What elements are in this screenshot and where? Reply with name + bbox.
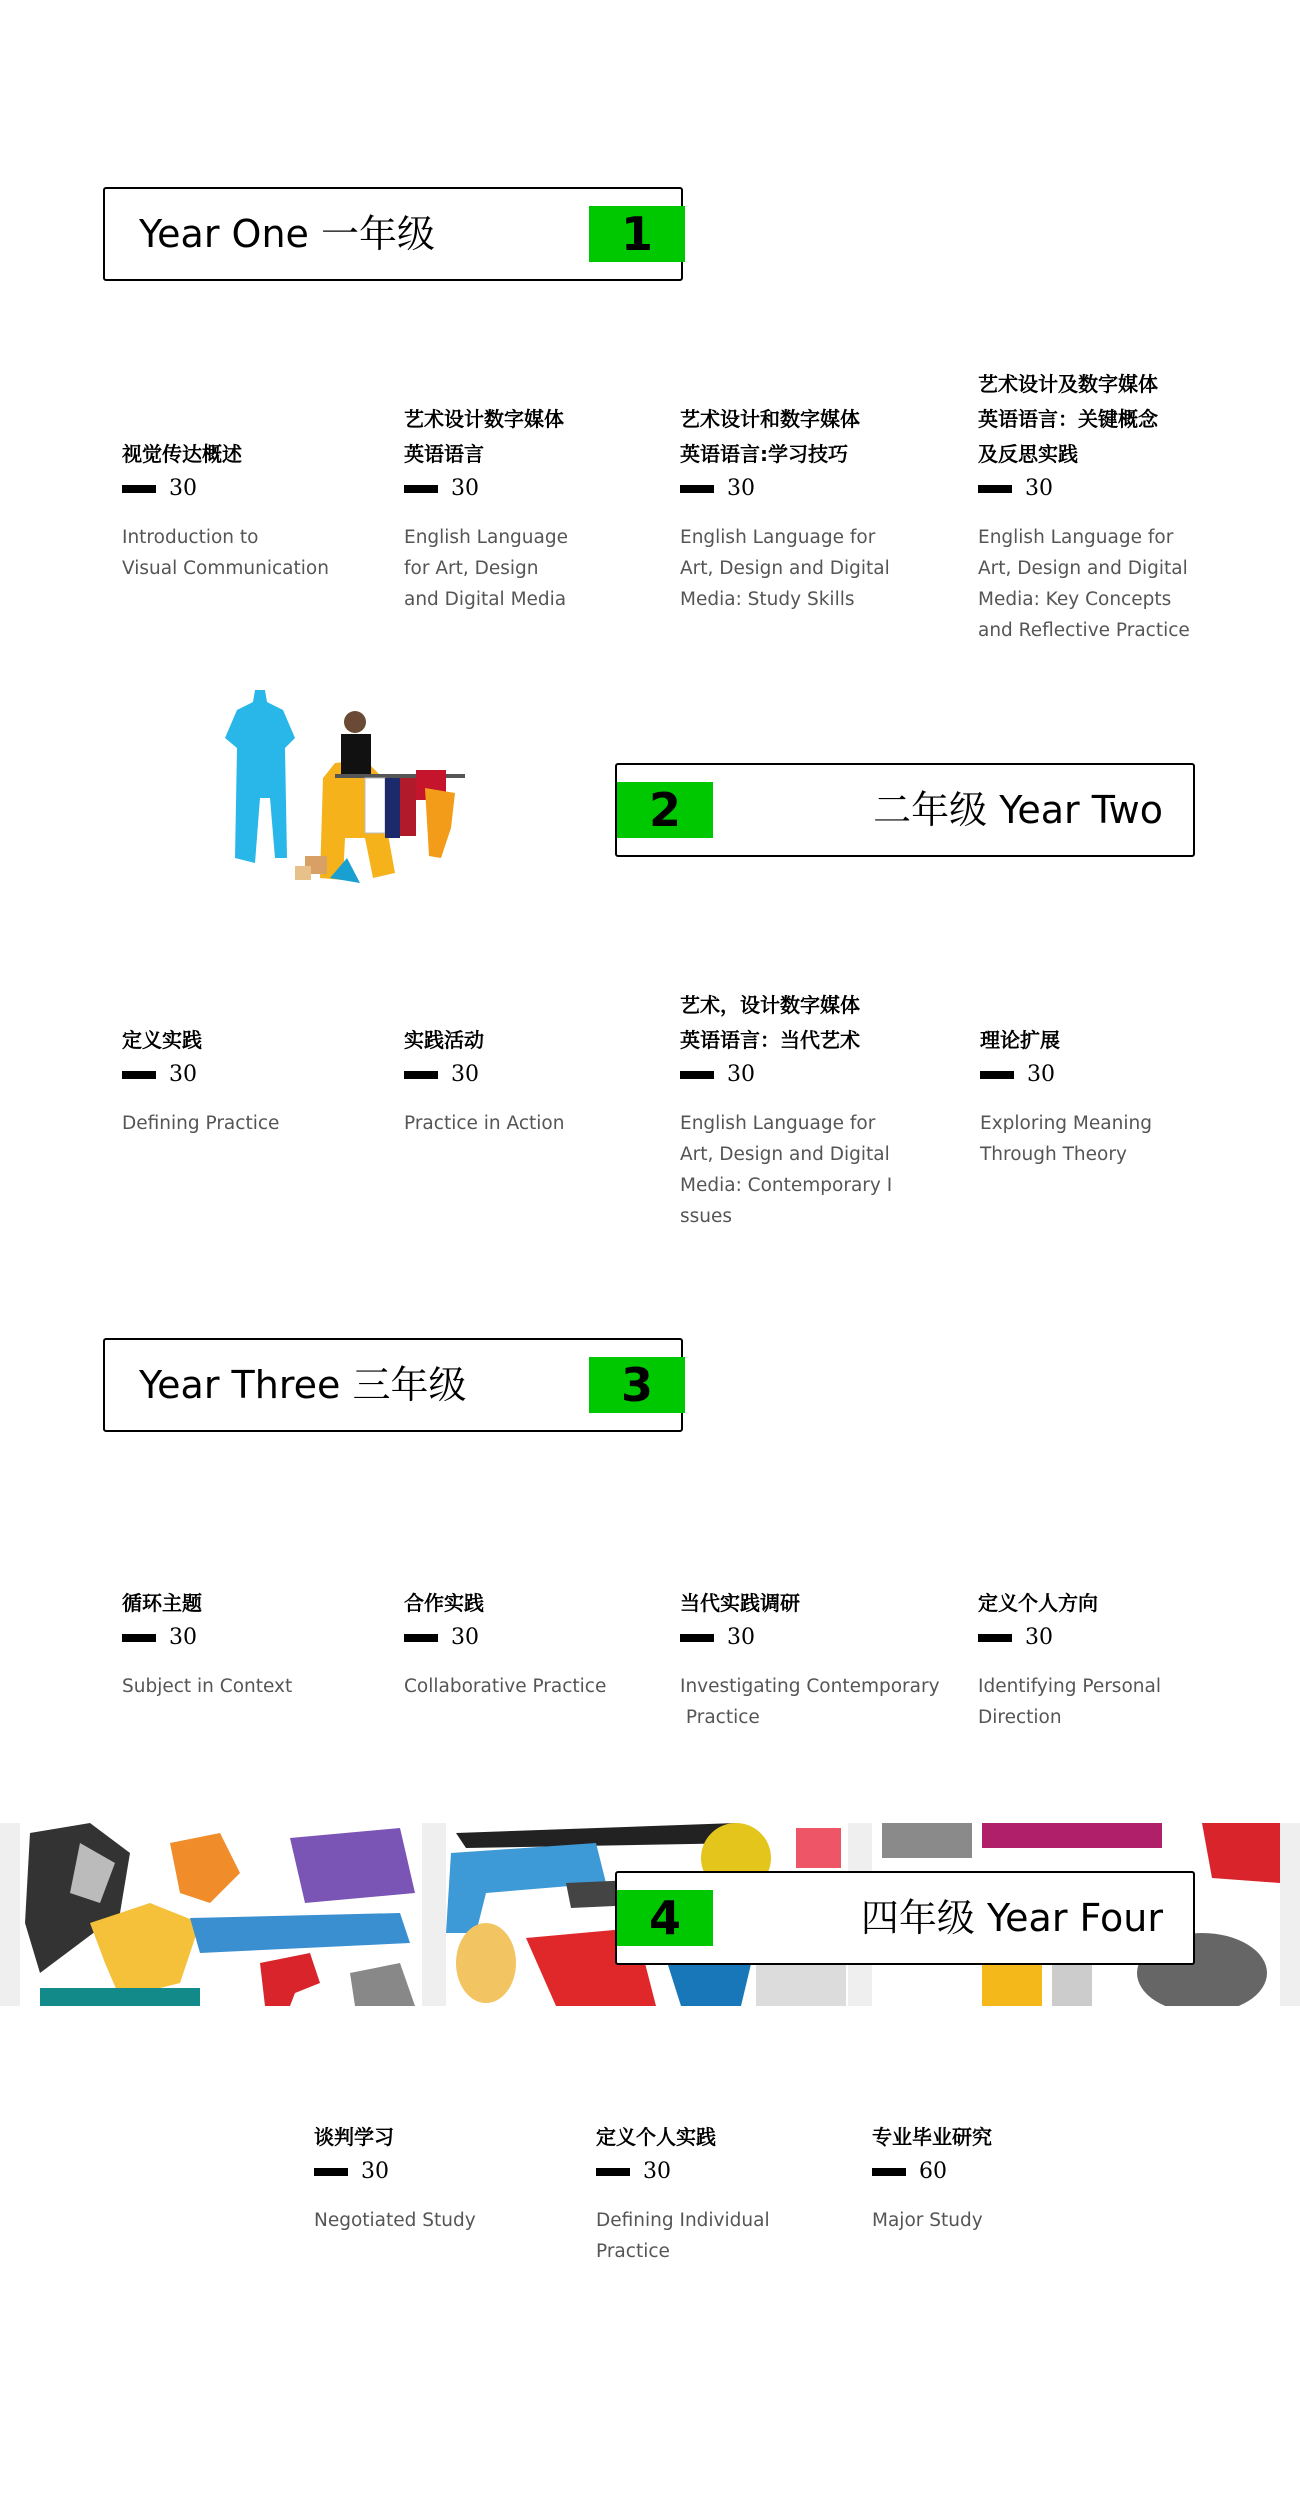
course-credits: 30: [169, 476, 197, 501]
credit-dash: [680, 1634, 714, 1642]
course-name-en: Identifying Personal Direction: [978, 1676, 1161, 1728]
credit-dash: [314, 2168, 348, 2176]
course-name-cn: 实践活动: [404, 1028, 484, 1052]
course-credits: 30: [169, 1625, 197, 1650]
credit-dash: [596, 2168, 630, 2176]
course-card: [404, 402, 568, 615]
year-title: Year One 一年级: [139, 212, 435, 256]
course-name-cn: 当代实践调研: [680, 1591, 800, 1615]
year-number-badge: 2: [617, 782, 713, 838]
course-name-cn: 合作实践: [404, 1591, 484, 1615]
course-name-en: Negotiated Study: [314, 2210, 476, 2231]
course-credits: 30: [1025, 1625, 1053, 1650]
course-credits: 30: [643, 2159, 671, 2184]
course-name-en: Exploring Meaning Through Theory: [980, 1113, 1152, 1165]
course-card: [314, 2120, 476, 2236]
course-name-en: English Language for Art, Design and Digital Media: Contemporary I ssues: [680, 1113, 893, 1227]
course-name-cn: 定义实践: [122, 1028, 202, 1052]
course-credits: 30: [727, 476, 755, 501]
year-title: Year Three 三年级: [139, 1363, 467, 1407]
credit-dash: [404, 1634, 438, 1642]
course-name-cn: 艺术，设计数字媒体 英语语言：当代艺术: [680, 993, 860, 1052]
credit-dash: [978, 1634, 1012, 1642]
course-card: [872, 2120, 992, 2236]
course-name-cn: 艺术设计数字媒体 英语语言: [404, 407, 564, 466]
course-name-en: Subject in Context: [122, 1676, 293, 1697]
course-card: [680, 988, 892, 1232]
credit-dash: [680, 1071, 714, 1079]
credit-dash: [122, 1634, 156, 1642]
year-four-header: [615, 1871, 1195, 1965]
course-name-cn: 专业毕业研究: [872, 2125, 992, 2149]
credit-dash: [872, 2168, 906, 2176]
course-credits: 30: [1025, 476, 1053, 501]
course-credits: 60: [919, 2159, 947, 2184]
course-card: [404, 1023, 564, 1139]
course-card: [122, 437, 329, 584]
course-name-en: English Language for Art, Design and Digital Media: Key Concepts and Reflective Practice: [978, 527, 1190, 641]
credit-dash: [980, 1071, 1014, 1079]
course-card: [680, 1586, 940, 1733]
course-name-en: Investigating Contemporary Practice: [680, 1676, 940, 1728]
course-credits: 30: [451, 1062, 479, 1087]
course-credits: 30: [169, 1062, 197, 1087]
course-name-cn: 艺术设计和数字媒体 英语语言:学习技巧: [680, 407, 860, 466]
year-three-header: [103, 1338, 683, 1432]
course-card: [404, 1586, 606, 1702]
course-name-cn: 理论扩展: [980, 1028, 1060, 1052]
year-number-badge: 3: [589, 1357, 685, 1413]
credit-dash: [680, 485, 714, 493]
course-card: [978, 1586, 1161, 1733]
credit-dash: [978, 485, 1012, 493]
course-name-en: English Language for Art, Design and Digital Media: [404, 527, 568, 610]
credit-dash: [122, 1071, 156, 1079]
course-name-en: English Language for Art, Design and Digital Media: Study Skills: [680, 527, 890, 610]
year-one-header: [103, 187, 683, 281]
course-name-cn: 定义个人方向: [978, 1591, 1098, 1615]
year-title: 四年级 Year Four: [860, 1896, 1163, 1940]
year-number-badge: 1: [589, 206, 685, 262]
course-name-cn: 定义个人实践: [596, 2125, 716, 2149]
credit-dash: [122, 485, 156, 493]
course-name-en: Defining Practice: [122, 1113, 280, 1134]
course-name-cn: 视觉传达概述: [122, 442, 242, 466]
credit-dash: [404, 1071, 438, 1079]
course-card: [122, 1023, 279, 1139]
year-number-badge: 4: [617, 1890, 713, 1946]
course-credits: 30: [451, 1625, 479, 1650]
course-name-en: Defining Individual Practice: [596, 2210, 770, 2262]
course-card: [596, 2120, 770, 2267]
credit-dash: [404, 485, 438, 493]
course-card: [680, 402, 890, 615]
course-name-en: Major Study: [872, 2210, 983, 2231]
year-two-header: [615, 763, 1195, 857]
year-title: 二年级 Year Two: [873, 788, 1163, 832]
course-card: [122, 1586, 292, 1702]
course-name-cn: 谈判学习: [314, 2125, 394, 2149]
course-credits: 30: [1027, 1062, 1055, 1087]
course-name-en: Introduction to Visual Communication: [122, 527, 329, 579]
course-credits: 30: [727, 1062, 755, 1087]
course-card: [980, 1023, 1152, 1170]
course-name-cn: 艺术设计及数字媒体 英语语言：关键概念 及反思实践: [978, 372, 1158, 466]
course-credits: 30: [451, 476, 479, 501]
course-name-cn: 循环主题: [122, 1591, 202, 1615]
course-name-en: Practice in Action: [404, 1113, 565, 1134]
course-card: [978, 367, 1190, 646]
course-credits: 30: [361, 2159, 389, 2184]
course-credits: 30: [727, 1625, 755, 1650]
course-name-en: Collaborative Practice: [404, 1676, 607, 1697]
figure-collage-illustration: [215, 688, 495, 893]
